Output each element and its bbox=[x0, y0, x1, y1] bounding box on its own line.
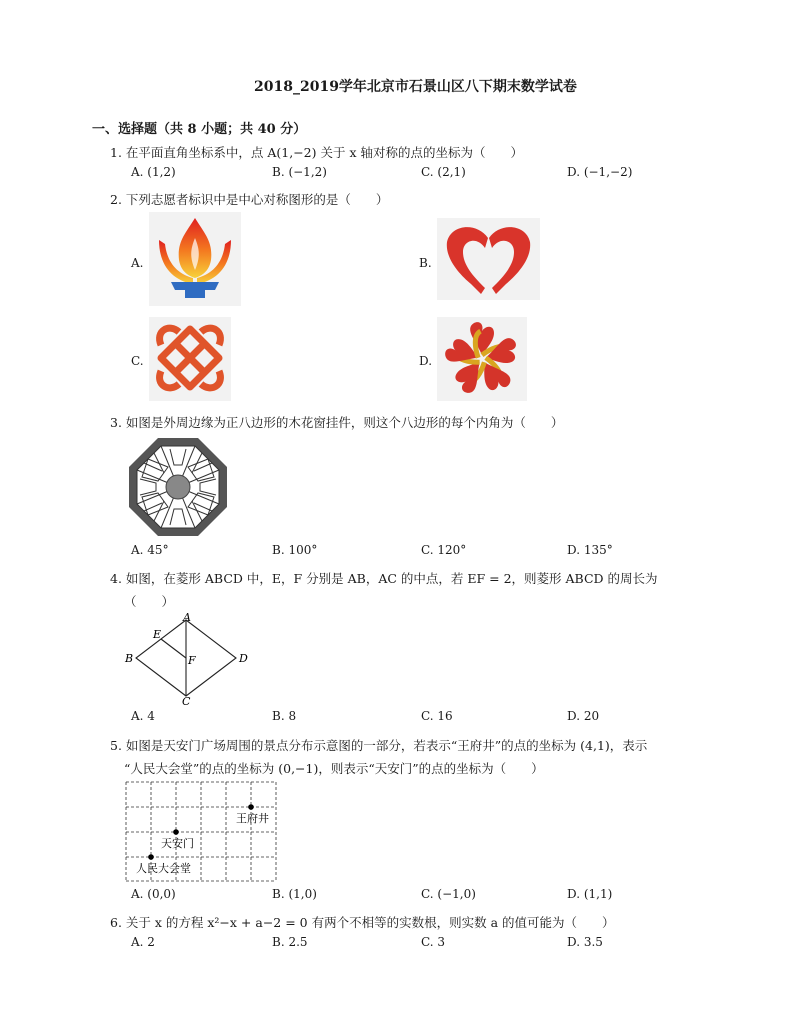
section-heading: 一、选择题（共 8 小题；共 40 分） bbox=[92, 122, 307, 137]
q2-option-d[interactable]: D. bbox=[419, 354, 433, 368]
question-5-line2: “人民大会堂”的点的坐标为 (0,−1)，则表示“天安门”的点的坐标为（ ） bbox=[124, 761, 544, 776]
octagon-window-icon bbox=[128, 437, 228, 537]
q3-option-c[interactable]: C. 120° bbox=[421, 543, 467, 557]
q2-option-b[interactable]: B. bbox=[419, 256, 432, 270]
question-2: 2. 下列志愿者标识中是中心对称图形的是（ ） bbox=[110, 192, 389, 207]
label-f: F bbox=[188, 654, 196, 667]
q4-option-c[interactable]: C. 16 bbox=[421, 709, 453, 723]
q2-option-c[interactable]: C. bbox=[131, 354, 144, 368]
q5-option-d[interactable]: D. (1,1) bbox=[567, 887, 613, 901]
q3-option-b[interactable]: B. 100° bbox=[272, 543, 318, 557]
q6-option-b[interactable]: B. 2.5 bbox=[272, 935, 308, 949]
label-b: B bbox=[125, 652, 134, 665]
pinwheel-heart-logo-icon bbox=[437, 317, 527, 401]
map-label-wangfujing: 王府井 bbox=[236, 812, 269, 825]
q6-option-d[interactable]: D. 3.5 bbox=[567, 935, 603, 949]
label-e: E bbox=[153, 628, 162, 641]
q5-option-a[interactable]: A. (0,0) bbox=[131, 887, 176, 901]
map-label-tiananmen: 天安门 bbox=[161, 837, 194, 850]
q3-option-d[interactable]: D. 135° bbox=[567, 543, 613, 557]
flame-logo-icon bbox=[149, 212, 241, 306]
rhombus-figure bbox=[122, 612, 252, 706]
map-label-renmin: 人民大会堂 bbox=[136, 862, 191, 875]
q4-option-b[interactable]: B. 8 bbox=[272, 709, 297, 723]
label-d: D bbox=[239, 652, 248, 665]
knot-heart-logo-icon bbox=[149, 317, 231, 401]
heart-hands-logo-icon bbox=[437, 218, 540, 300]
q4-option-d[interactable]: D. 20 bbox=[567, 709, 600, 723]
q4-option-a[interactable]: A. 4 bbox=[131, 709, 155, 723]
q5-option-c[interactable]: C. (−1,0) bbox=[421, 887, 476, 901]
q2-option-a[interactable]: A. bbox=[131, 256, 144, 270]
q1-option-a[interactable]: A. (1,2) bbox=[131, 165, 176, 179]
page-title: 2018_2019学年北京市石景山区八下期末数学试卷 bbox=[254, 79, 577, 95]
question-3: 3. 如图是外周边缘为正八边形的木花窗挂件，则这个八边形的每个内角为（ ） bbox=[110, 415, 564, 430]
q3-option-a[interactable]: A. 45° bbox=[131, 543, 169, 557]
q1-option-b[interactable]: B. (−1,2) bbox=[272, 165, 327, 179]
label-c: C bbox=[182, 695, 191, 708]
q6-option-a[interactable]: A. 2 bbox=[131, 935, 155, 949]
q1-option-c[interactable]: C. (2,1) bbox=[421, 165, 466, 179]
question-5: 5. 如图是天安门广场周围的景点分布示意图的一部分，若表示“王府井”的点的坐标为 (4,1)，表示 bbox=[110, 738, 648, 753]
q6-option-c[interactable]: C. 3 bbox=[421, 935, 446, 949]
question-4-bracket: （ ） bbox=[124, 594, 175, 609]
question-4: 4. 如图，在菱形 ABCD 中，E，F 分别是 AB，AC 的中点，若 EF = 2，则菱形 ABCD 的周长为 bbox=[110, 571, 658, 586]
q1-option-d[interactable]: D. (−1,−2) bbox=[567, 165, 633, 179]
question-1: 1. 在平面直角坐标系中，点 A(1,−2) 关于 x 轴对称的点的坐标为（ ） bbox=[110, 145, 523, 160]
label-a: A bbox=[183, 611, 191, 624]
q5-option-b[interactable]: B. (1,0) bbox=[272, 887, 317, 901]
tiananmen-grid-map bbox=[124, 780, 284, 884]
question-6: 6. 关于 x 的方程 x²−x + a−2 = 0 有两个不相等的实数根，则实数 a 的值可能为（ ） bbox=[110, 915, 615, 930]
